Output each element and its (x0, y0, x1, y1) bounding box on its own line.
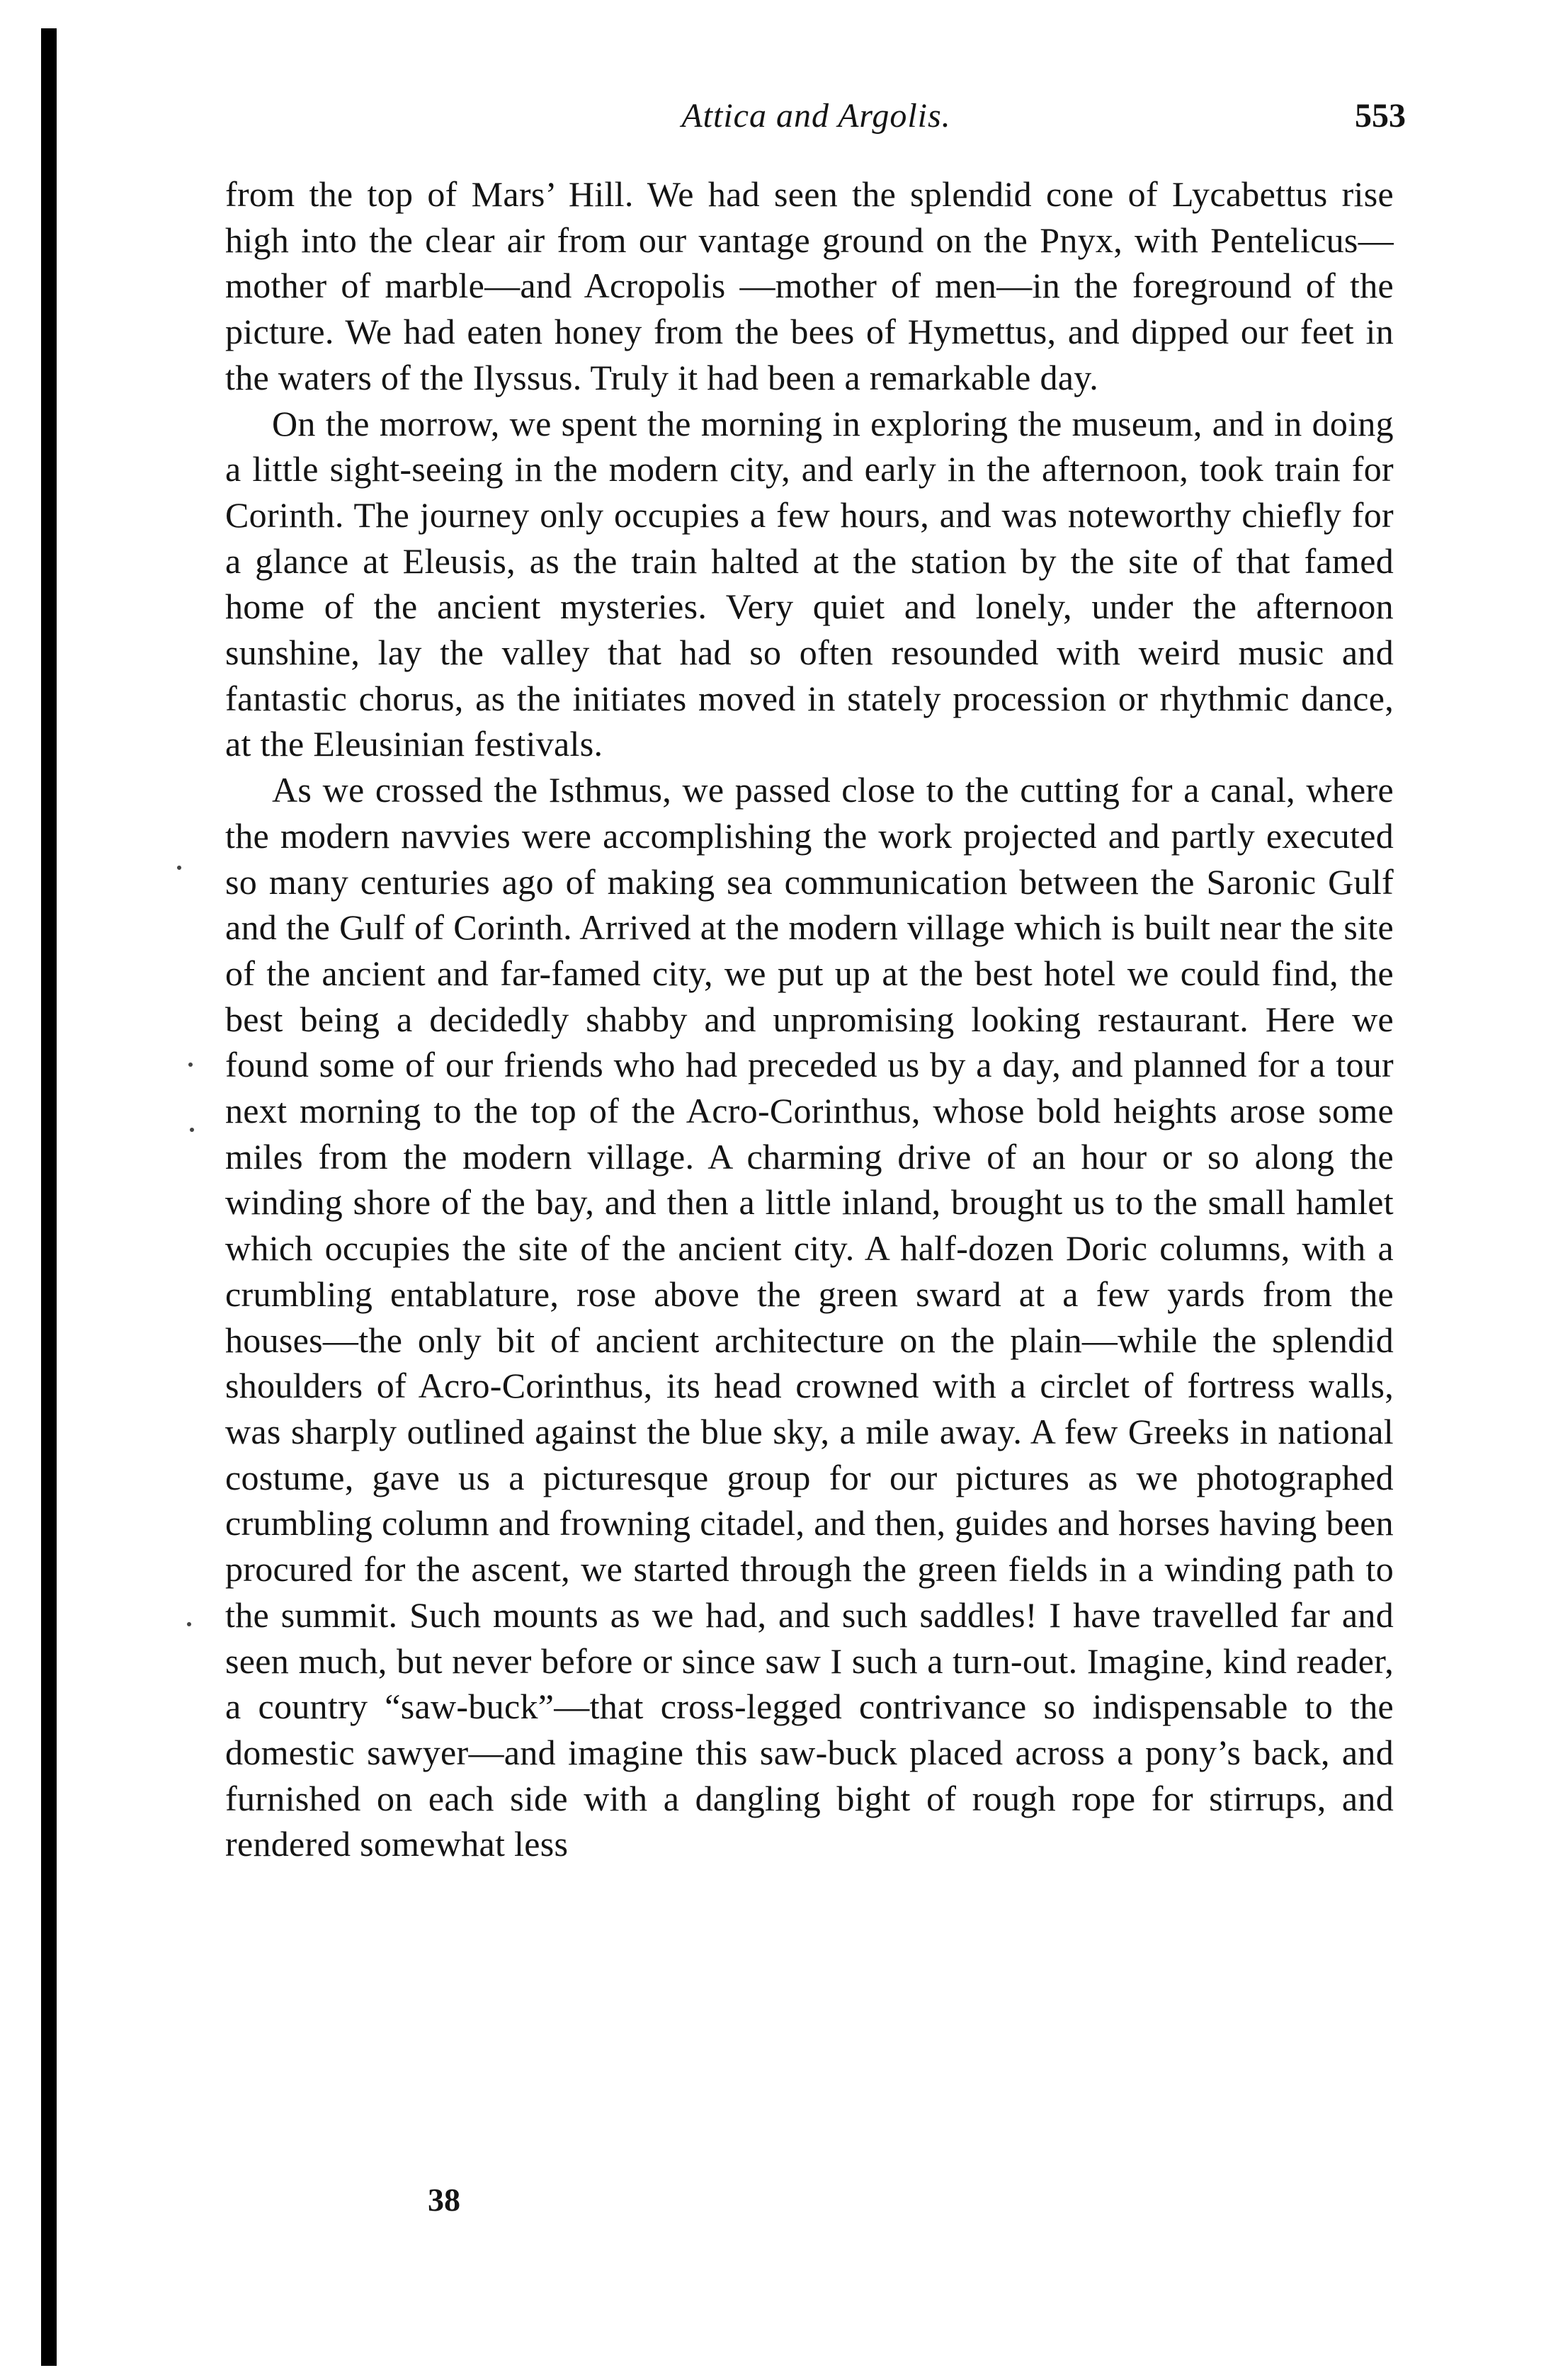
body-text (225, 171, 1394, 1867)
stray-ink-dot (177, 866, 181, 870)
running-title: Attica and Argolis. (681, 97, 951, 135)
paragraph-morrow: On the morrow, we spent the morning in exploring the museum, and in doing a little sight-seeing in the modern city, and early in the afternoon, took train for Corinth. The journey only occupies a few hours, and was noteworthy chiefly for a glance at Eleusis, as the train halted at the station by the site of that famed home of the ancient mysteries. Very quiet and lonely, under the afternoon sunshine, lay the valley that had so often resounded with weird music and fantastic chorus, as the initiates moved in stately procession or rhythmic dance, at the Eleusinian festivals. (225, 403, 1394, 764)
stray-ink-dot (187, 1622, 191, 1626)
page-header (227, 88, 1406, 144)
paragraph-continued: from the top of Mars’ Hill. We had seen the splendid cone of Lycabettus rise high into the clear air from our vantage ground on the Pnyx, with Pentelicus—mother of marble—and Acropolis —mother of men—in the foreground of the picture. We had eaten honey from the bees of Hymettus, and dipped our feet in the waters of the Ilyssus. Truly it had been a remarkable day. (225, 174, 1394, 397)
page-number: 553 (1355, 97, 1406, 135)
page-edge-bar (41, 28, 57, 2366)
paragraph-isthmus: As we crossed the Isthmus, we passed close to the cutting for a canal, where the modern navvies were accomplishing the work projected and partly executed so many centuries ago of making sea communication between the Saronic Gulf and the Gulf of Corinth. Arrived at the modern village which is built near the site of the ancient and far-famed city, we put up at the best hotel we could find, the best being a decidedly shabby and unpromising looking restaurant. Here we found some of our friends who had preceded us by a day, and planned for a tour next morning to the top of the Acro-Corinthus, whose bold heights arose some miles from the modern village. A charming drive of an hour or so along the winding shore of the bay, and then a little inland, brought us to the small hamlet which occupies the site of the ancient city. A half-dozen Doric columns, with a crumbling entablature, rose above the green sward at a few yards from the houses—the only bit of ancient architecture on the plain—while the splendid shoulders of Acro-Corinthus, its head crowned with a circlet of fortress walls, was sharply outlined against the blue sky, a mile away. A few Greeks in national costume, gave us a picturesque group for our pictures as we photographed crumbling column and frowning citadel, and then, guides and horses having been procured for the ascent, we started through the green fields in a winding path to the summit. Such mounts as we had, and such saddles! I have travelled far and seen much, but never before or since saw I such a turn-out. Imagine, kind reader, a country “saw-buck”—that cross-legged contrivance so indispensable to the domestic sawyer—and imagine this saw-buck placed across a pony’s back, and furnished on each side with a dangling bight of rough rope for stirrups, and rendered somewhat less (225, 770, 1394, 1864)
signature-mark: 38 (428, 2182, 460, 2218)
stray-ink-dot (190, 1128, 194, 1132)
stray-ink-dot (188, 1062, 193, 1067)
